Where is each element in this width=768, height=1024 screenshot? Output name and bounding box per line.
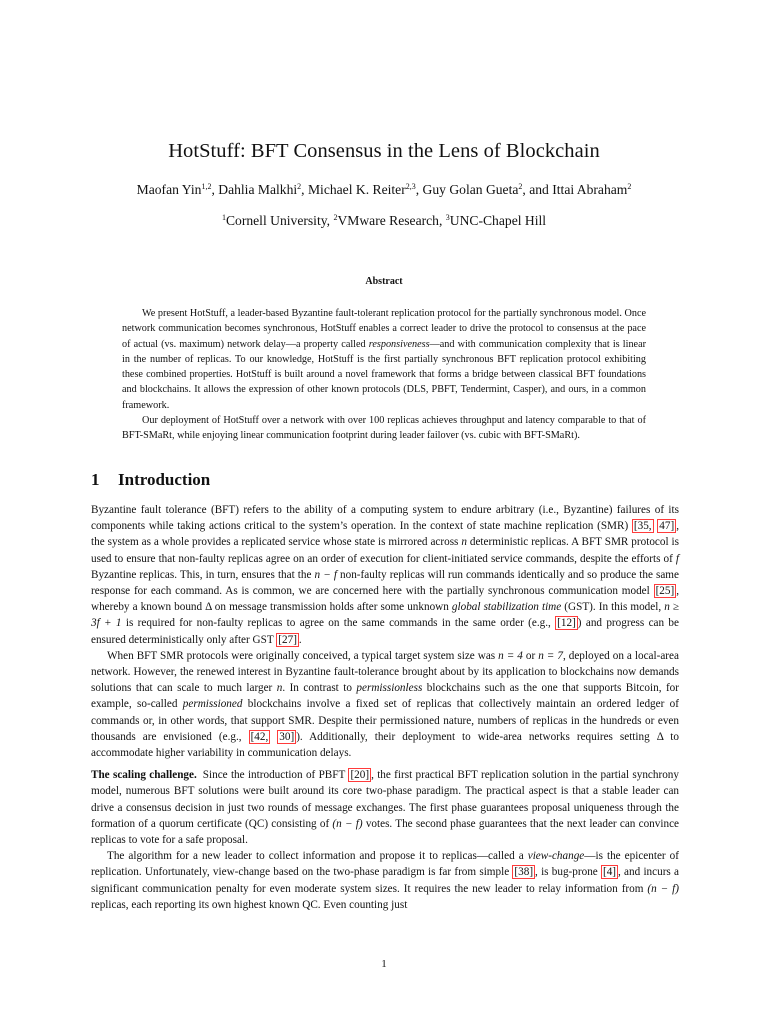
text-run: The algorithm for a new leader to collect information and propose it to replicas—called a <box>107 850 528 863</box>
author-affiliation-mark: 2,3 <box>405 182 416 191</box>
emphasis: n <box>461 536 467 549</box>
abstract-paragraph <box>122 306 646 413</box>
author-name: Guy Golan Gueta <box>422 182 519 197</box>
text-run: —and with communication complexity that is linear in the number of replicas. To our knowledge, HotStuff is the first partially synchronous BFT replication protocol exhibiting these combined properties. HotStuff is built around a novel framework that forms a bridge between classical BFT foundations and blockchains. It allows the expression of other known protocols (DLS, PBFT, Tendermint, Casper), and ours, in a common framework. <box>122 338 646 411</box>
body-paragraph <box>91 502 679 648</box>
emphasis: n = 4 <box>498 649 523 662</box>
text-run: deterministic replicas. A BFT SMR protocol is used to ensure that non-faulty replicas agree on an order of execution for client-initiated service commands, despite the efforts of <box>91 536 679 565</box>
body-paragraph <box>91 767 679 848</box>
abstract-paragraph <box>122 413 646 444</box>
affiliation-name: VMware Research <box>337 213 439 228</box>
text-run: ) and progress can be ensured deterministically only after GST <box>91 617 679 646</box>
text-run: —is the epicenter of replication. Unfortunately, view-change based on the two-phase paradigm is far from simple <box>91 850 679 879</box>
affiliation-name: Cornell University <box>225 213 327 228</box>
affiliation-name: UNC-Chapel Hill <box>449 213 547 228</box>
text-run: Since the introduction of PBFT <box>202 769 349 782</box>
citation-link[interactable]: [38] <box>514 866 534 879</box>
text-run: , deployed on a local-area network. However, the renewed interest in Byzantine fault-tolerance brought about by its application to blockchains now demands solutions that can scale to much larger <box>91 649 679 695</box>
paper-title: HotStuff: BFT Consensus in the Lens of Blockchain <box>168 140 600 162</box>
author-name: Ittai Abraham <box>552 182 628 197</box>
text-run: Our deployment of HotStuff over a network with over 100 replicas achieves throughput and latency comparable to that of BFT-SMaRt, while enjoying linear communication footprint during leader failover (vs. cubic with BFT-SMaRt). <box>122 415 646 442</box>
author-affiliation-mark: 2 <box>627 182 632 191</box>
text-run: , whereby a known bound Δ on message transmission holds after some unknown <box>91 585 679 614</box>
author-affiliation-mark: 2 <box>297 182 302 191</box>
page-number: 1 <box>381 958 387 970</box>
emphasis: view-change <box>527 850 585 863</box>
emphasis: n = 7 <box>538 649 563 662</box>
text-run: blockchains such as the one that supports Bitcoin, for example, so-called <box>91 682 679 711</box>
author-affiliation-mark: 2 <box>518 182 523 191</box>
citation-link[interactable]: [20] <box>350 769 370 782</box>
section-title: Introduction <box>118 470 211 489</box>
text-run: is required for non-faulty replicas to agree on the same commands in the same order (e.g., <box>121 617 556 630</box>
body-paragraph <box>91 648 679 761</box>
author-affiliation-mark: 1,2 <box>201 182 212 191</box>
emphasis: n ≥ 3f + 1 <box>91 601 680 630</box>
text-run: Byzantine fault tolerance (BFT) refers to the ability of a computing system to endure arbitrary (i.e., Byzantine) failures of its components while taking actions critical to the system’s operation. In the context of state machine replication (SMR) <box>91 504 679 533</box>
citation-link[interactable]: 30] <box>279 730 295 743</box>
text-run: , the system as a whole provides a replicated service whose state is mirrored across <box>91 520 680 549</box>
author-name: Michael K. Reiter <box>307 182 406 197</box>
emphasis: f <box>675 552 679 565</box>
text-run: , is bug-prone <box>535 866 601 879</box>
emphasis: permissionless <box>356 682 423 695</box>
emphasis: permissioned <box>182 698 243 711</box>
citation-link[interactable]: [27] <box>278 633 297 646</box>
emphasis: n <box>276 682 283 695</box>
abstract-heading: Abstract <box>365 276 403 287</box>
text-run: or <box>522 649 539 662</box>
text-run: Byzantine replicas. This, in turn, ensures that the <box>91 568 315 581</box>
citation-link[interactable]: [42, <box>250 730 269 743</box>
text-run: We present HotStuff, a leader-based Byzantine fault-tolerant replication protocol for the partially synchronous model. Once network communication becomes synchronous, HotStuff enables a correct leader to drive the protocol to consensus at the pace of actual (vs. maximum) network delay—a property called <box>122 308 646 350</box>
affiliation-mark: 2 <box>333 213 338 222</box>
citation-link[interactable]: [4] <box>602 866 617 879</box>
author-name: Maofan Yin <box>136 182 202 197</box>
text-run: (GST). In this model, <box>561 601 665 614</box>
affiliation-mark: 3 <box>445 213 450 222</box>
text-run: , and incurs a significant communication penalty for even moderate system sizes. It requires the new leader to relay information from <box>91 866 679 895</box>
text-run: replicas, each reporting its own highest known QC. Even counting just <box>91 898 408 911</box>
citation-link[interactable]: [35, <box>633 520 652 533</box>
body-paragraph <box>91 848 679 913</box>
author-list: Maofan Yin$^{1,2}$, Dahlia Malkhi$^2$, Michael K. Reiter$^{2,3}$, Guy Golan Gueta$^2$, and Ittai Abraham$^2$ <box>136 182 632 197</box>
text-run: blockchains involve a fixed set of replicas that collectively maintain an ordered ledger of commands or, in other words, that support SMR. Despite their permissioned nature, numbers of replicas in the hundreds or even thousands are envisioned (e.g., <box>91 698 679 743</box>
author-name: Dahlia Malkhi <box>218 182 298 197</box>
citation-link[interactable]: [25] <box>655 585 675 598</box>
section-body <box>91 502 679 913</box>
text-run: , the first practical BFT replication solution in the partial synchrony model, numerous BFT solutions were built around its core two-phase paradigm. The practical aspect is that a stable leader can drive a consensus decision in just two rounds of message exchanges. The first phase guarantees proposal uniqueness through the formation of a quorum certificate (QC) consisting of <box>91 769 679 830</box>
text-run: votes. The second phase guarantees that the next leader can convince replicas to vote for a safe proposal. <box>91 817 680 847</box>
section-heading <box>91 470 210 490</box>
affiliation-mark: 1 <box>221 213 226 222</box>
text-run: . In contrast to <box>282 682 357 695</box>
emphasis: (n − f) <box>647 882 680 895</box>
paragraph-heading: The scaling challenge. <box>91 769 197 782</box>
citation-link[interactable]: 47] <box>659 520 675 533</box>
emphasis: (n − f) <box>332 817 363 830</box>
text-run: non-faulty replicas will run commands identically and so produce the same response for each command. As is common, we are concerned here with the partially synchronous communication model <box>91 568 679 598</box>
affiliation-list: $^1$Cornell University, $^2$VMware Research, $^3$UNC-Chapel Hill <box>221 213 547 228</box>
text-run: . <box>298 633 302 646</box>
emphasis: n − f <box>314 568 337 581</box>
emphasis: responsiveness <box>368 338 430 350</box>
section-number: 1 <box>91 470 100 489</box>
text-run: When BFT SMR protocols were originally conceived, a typical target system size was <box>107 649 499 662</box>
citation-link[interactable]: [12] <box>557 617 576 630</box>
abstract-body <box>122 306 646 444</box>
emphasis: global stabilization time <box>451 601 562 614</box>
text-run: ). Additionally, their deployment to wide-area networks requires setting Δ to accommodate higher variability in communication delays. <box>91 730 679 760</box>
